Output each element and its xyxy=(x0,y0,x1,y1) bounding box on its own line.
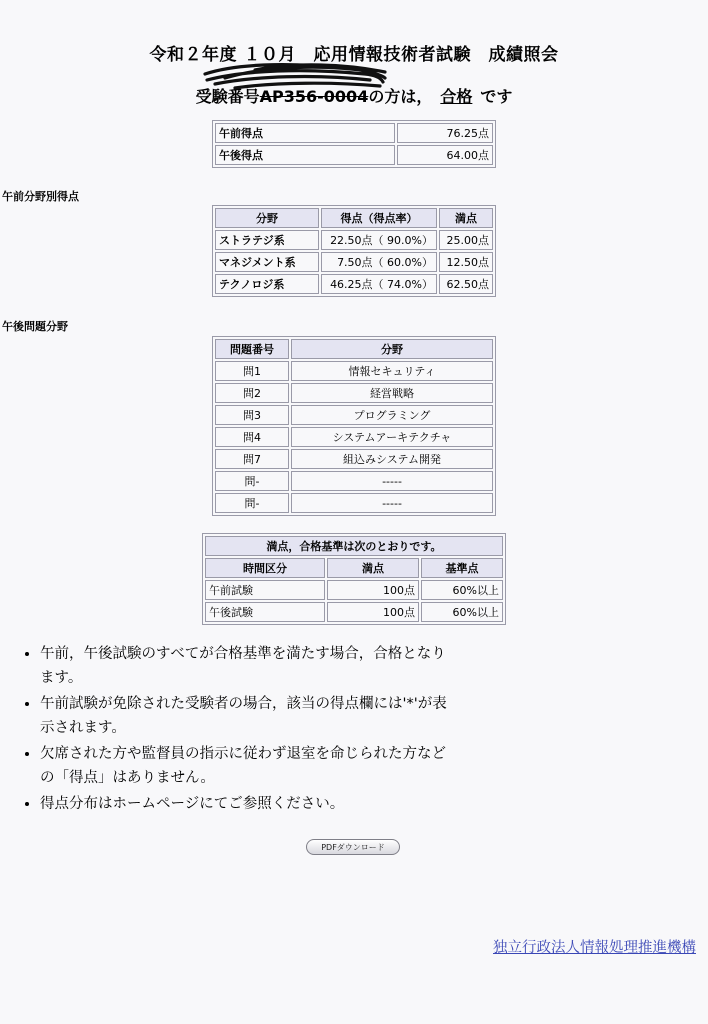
morning-fields-title: 午前分野別得点 xyxy=(2,190,79,203)
criteria-max: 100点 xyxy=(327,580,419,600)
table-row xyxy=(215,230,493,250)
score-table xyxy=(212,120,496,168)
question-field: プログラミング xyxy=(291,405,493,425)
column-header: 満点 xyxy=(439,208,493,228)
score-label: 午後得点 xyxy=(215,145,395,165)
column-header: 満点 xyxy=(327,558,419,578)
table-row xyxy=(215,361,493,381)
criteria-caption: 満点，合格基準は次のとおりです。 xyxy=(205,536,503,556)
page-title: 令和２年度 １０月 応用情報技術者試験 成績照会 xyxy=(149,45,559,65)
question-number: 問2 xyxy=(215,383,289,403)
criteria-pass: 60%以上 xyxy=(421,580,503,600)
column-header: 基準点 xyxy=(421,558,503,578)
table-row xyxy=(215,493,493,513)
result-prefix: 受験番号 xyxy=(195,87,260,106)
ipa-link[interactable]: 独立行政法人情報処理推進機構 xyxy=(493,940,696,956)
criteria-max: 100点 xyxy=(327,602,419,622)
column-header: 分野 xyxy=(215,208,319,228)
result-status: 合格 xyxy=(440,87,473,106)
list-item: • 欠席された方や監督員の指示に従わず退室を命じられた方などの「得点」はありません。 xyxy=(40,742,460,790)
criteria-pass: 60%以上 xyxy=(421,602,503,622)
criteria-period: 午前試験 xyxy=(205,580,325,600)
column-header: 分野 xyxy=(291,339,493,359)
table-header-row xyxy=(215,208,493,228)
field-name: テクノロジ系 xyxy=(215,274,319,294)
field-score: 46.25点（ 74.0%） xyxy=(321,274,437,294)
table-header-row xyxy=(205,558,503,578)
question-number: 問3 xyxy=(215,405,289,425)
table-caption-row xyxy=(205,536,503,556)
table-row xyxy=(215,145,493,165)
question-number: 問7 xyxy=(215,449,289,469)
criteria-table xyxy=(202,533,506,625)
column-header: 得点（得点率） xyxy=(321,208,437,228)
afternoon-questions-title: 午後問題分野 xyxy=(2,320,68,333)
table-row xyxy=(215,274,493,294)
question-field: 経営戦略 xyxy=(291,383,493,403)
column-header: 問題番号 xyxy=(215,339,289,359)
table-row xyxy=(215,252,493,272)
redaction-scribble xyxy=(195,60,395,100)
field-max: 25.00点 xyxy=(439,230,493,250)
table-row xyxy=(215,383,493,403)
table-row xyxy=(215,123,493,143)
table-row xyxy=(205,602,503,622)
question-field: 情報セキュリティ xyxy=(291,361,493,381)
notes-list xyxy=(20,642,460,818)
list-item: • 午前，午後試験のすべてが合格基準を満たす場合，合格となります。 xyxy=(40,642,460,690)
question-number: 問4 xyxy=(215,427,289,447)
field-max: 62.50点 xyxy=(439,274,493,294)
question-field: ----- xyxy=(291,493,493,513)
table-row xyxy=(215,471,493,491)
afternoon-questions-table xyxy=(212,336,496,516)
question-number: 問1 xyxy=(215,361,289,381)
criteria-period: 午後試験 xyxy=(205,602,325,622)
table-header-row xyxy=(215,339,493,359)
table-row xyxy=(215,449,493,469)
morning-fields-table xyxy=(212,205,496,297)
question-field: ----- xyxy=(291,471,493,491)
question-number: 問- xyxy=(215,493,289,513)
table-row xyxy=(205,580,503,600)
field-max: 12.50点 xyxy=(439,252,493,272)
list-item: • 得点分布はホームページにてご参照ください。 xyxy=(40,792,460,816)
list-item: • 午前試験が免除された受験者の場合，該当の得点欄には'*'が表示されます。 xyxy=(40,692,460,740)
question-field: システムアーキテクチャ xyxy=(291,427,493,447)
table-row xyxy=(215,427,493,447)
table-row xyxy=(215,405,493,425)
score-value: 76.25点 xyxy=(397,123,493,143)
question-number: 問- xyxy=(215,471,289,491)
pdf-download-button[interactable]: PDFダウンロード xyxy=(306,839,400,855)
column-header: 時間区分 xyxy=(205,558,325,578)
field-name: マネジメント系 xyxy=(215,252,319,272)
score-value: 64.00点 xyxy=(397,145,493,165)
result-suffix: です xyxy=(480,87,513,106)
result-middle: の方は， xyxy=(368,87,433,106)
field-score: 7.50点（ 60.0%） xyxy=(321,252,437,272)
question-field: 組込みシステム開発 xyxy=(291,449,493,469)
field-name: ストラテジ系 xyxy=(215,230,319,250)
exam-number: AP356-0004 xyxy=(259,87,369,106)
field-score: 22.50点（ 90.0%） xyxy=(321,230,437,250)
score-label: 午前得点 xyxy=(215,123,395,143)
